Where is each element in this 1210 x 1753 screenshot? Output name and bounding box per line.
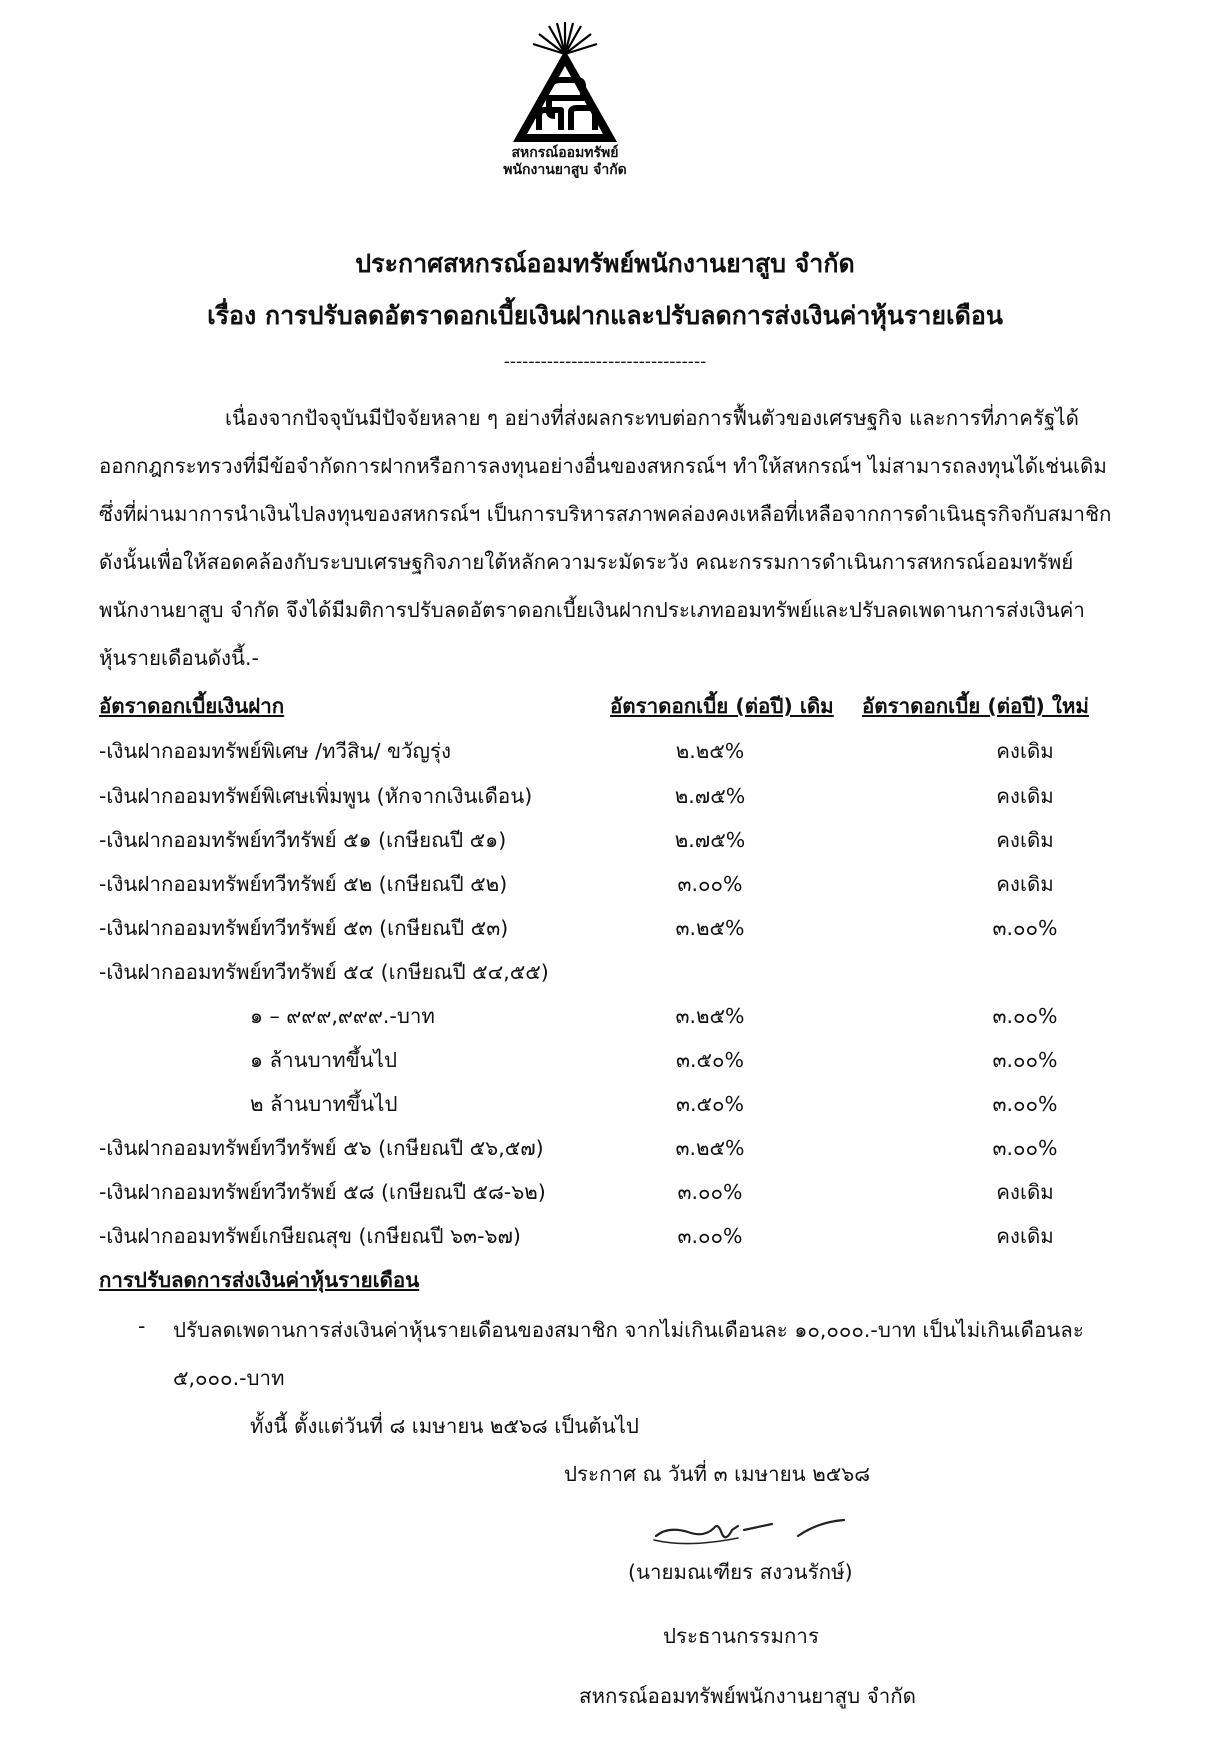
rate-row-label: -เงินฝากออมทรัพย์พิเศษ /ทวีสิน/ ขวัญรุ่ง	[99, 739, 452, 763]
rate-old-value: ๓.๒๕%	[675, 1004, 745, 1028]
intro-line: ดังนั้นเพื่อให้สอดคล้องกับระบบเศรษฐกิจภายใต้หลักความระมัดระวัง คณะกรรมการดำเนินการสหกรณ์ออมทรัพย์	[99, 550, 1074, 574]
rate-row-label: ๒ ล้านบาทขึ้นไป	[250, 1092, 398, 1116]
rate-row-label: -เงินฝากออมทรัพย์เกษียณสุข (เกษียณปี ๖๓-๖๗)	[99, 1224, 521, 1248]
rate-row	[0, 735, 1210, 775]
effective-date: ทั้งนี้ ตั้งแต่วันที่ ๘ เมษายน ๒๕๖๘ เป็นต้นไป	[250, 1414, 639, 1438]
intro-line: ซึ่งที่ผ่านมาการนำเงินไปลงทุนของสหกรณ์ฯ เป็นการบริหารสภาพคล่องคงเหลือที่เหลือจากการดำเนินธุรกิจกับสมาชิก	[99, 502, 1112, 526]
rate-new-value: คงเดิม	[996, 1224, 1054, 1248]
signatory-name: (นายมณเฑียร สงวนรักษ์)	[628, 1560, 853, 1584]
logo-text-line2: พนักงานยาสูบ จำกัด	[503, 162, 627, 178]
rates-heading: อัตราดอกเบี้ยเงินฝาก	[99, 694, 285, 718]
rate-old-value: ๒.๗๕%	[674, 828, 746, 852]
announcement-date: ประกาศ ณ วันที่ ๓ เมษายน ๒๕๖๘	[564, 1462, 871, 1486]
rate-old-value: ๓.๕๐%	[675, 1092, 745, 1116]
rate-new-value: ๓.๐๐%	[992, 1004, 1058, 1028]
shares-text-line1: ปรับลดเพดานการส่งเงินค่าหุ้นรายเดือนของสมาชิก จากไม่เกินเดือนละ ๑๐,๐๐๐.-บาท เป็นไม่เกินเดือนละ	[173, 1318, 1084, 1342]
rate-subrow	[0, 1044, 1210, 1084]
rate-old-value: ๓.๐๐%	[677, 1180, 743, 1204]
logo-text-line1: สหกรณ์ออมทรัพย์	[511, 145, 619, 161]
shares-heading: การปรับลดการส่งเงินค่าหุ้นรายเดือน	[99, 1268, 420, 1292]
rate-row-label: ๑ ล้านบาทขึ้นไป	[250, 1048, 398, 1072]
rate-subrow	[0, 1088, 1210, 1128]
announcement-subject: เรื่อง การปรับลดอัตราดอกเบี้ยเงินฝากและปรับลดการส่งเงินค่าหุ้นรายเดือน	[207, 301, 1003, 330]
rate-new-value: ๓.๐๐%	[992, 916, 1058, 940]
rate-old-value: ๓.๐๐%	[677, 872, 743, 896]
intro-line: หุ้นรายเดือนดังนี้.-	[99, 646, 259, 670]
rates-col-new-header: อัตราดอกเบี้ย (ต่อปี) ใหม่	[862, 694, 1089, 718]
cooperative-logo	[470, 20, 660, 200]
rate-subrow	[0, 1000, 1210, 1040]
rate-row-label: ๑ – ๙๙๙,๙๙๙.-บาท	[250, 1004, 435, 1028]
rate-new-value: คงเดิม	[996, 784, 1054, 808]
rate-new-value: ๓.๐๐%	[992, 1136, 1058, 1160]
shares-bullet: -	[138, 1314, 146, 1338]
rate-row-label: -เงินฝากออมทรัพย์ทวีทรัพย์ ๕๘ (เกษียณปี ๕๘-๖๒)	[99, 1180, 546, 1204]
logo-emblem-icon	[505, 20, 625, 145]
title-separator: ---------------------------------	[503, 352, 707, 372]
announcement-title: ประกาศสหกรณ์ออมทรัพย์พนักงานยาสูบ จำกัด	[355, 249, 855, 278]
rate-new-value: คงเดิม	[996, 828, 1054, 852]
rate-row-label: -เงินฝากออมทรัพย์ทวีทรัพย์ ๕๖ (เกษียณปี ๕๖,๕๗)	[99, 1136, 544, 1160]
rate-row	[0, 1220, 1210, 1260]
rate-row	[0, 1132, 1210, 1172]
rate-old-value: ๓.๒๕%	[675, 1136, 745, 1160]
signatory-organization: สหกรณ์ออมทรัพย์พนักงานยาสูบ จำกัด	[579, 1684, 916, 1708]
rate-row-label: -เงินฝากออมทรัพย์ทวีทรัพย์ ๕๒ (เกษียณปี ๕๒)	[99, 872, 508, 896]
intro-line: พนักงานยาสูบ จำกัด จึงได้มีมติการปรับลดอัตราดอกเบี้ยเงินฝากประเภทออมทรัพย์และปรับลดเพดานการส่งเงินค่า	[99, 598, 1085, 622]
rate-new-value: ๓.๐๐%	[992, 1092, 1058, 1116]
rate-row	[0, 1176, 1210, 1216]
rate-old-value: ๓.๐๐%	[677, 1224, 743, 1248]
signatory-position: ประธานกรรมการ	[663, 1624, 819, 1648]
rate-row	[0, 912, 1210, 952]
rate-row-label: -เงินฝากออมทรัพย์ทวีทรัพย์ ๕๓ (เกษียณปี ๕๓)	[99, 916, 509, 940]
rates-col-old-header: อัตราดอกเบี้ย (ต่อปี) เดิม	[610, 694, 834, 718]
rate-old-value: ๓.๕๐%	[675, 1048, 745, 1072]
rate-new-value: คงเดิม	[996, 1180, 1054, 1204]
rate-row-label: -เงินฝากออมทรัพย์พิเศษเพิ่มพูน (หักจากเงินเดือน)	[99, 784, 533, 808]
rate-row-label: -เงินฝากออมทรัพย์ทวีทรัพย์ ๕๔ (เกษียณปี ๕๔,๕๕)	[99, 960, 549, 984]
rate-row	[0, 868, 1210, 908]
rate-old-value: ๒.๒๕%	[675, 739, 745, 763]
rate-new-value: ๓.๐๐%	[992, 1048, 1058, 1072]
rate-row	[0, 956, 1210, 996]
signature-mark	[648, 1508, 848, 1558]
rate-row	[0, 824, 1210, 864]
intro-line: ออกกฎกระทรวงที่มีข้อจำกัดการฝากหรือการลงทุนอย่างอื่นของสหกรณ์ฯ ทำให้สหกรณ์ฯ ไม่สามารถลงทุนได้เช่นเดิม	[99, 454, 1107, 478]
rate-row-label: -เงินฝากออมทรัพย์ทวีทรัพย์ ๕๑ (เกษียณปี ๕๑)	[99, 828, 507, 852]
shares-text-line2: ๕,๐๐๐.-บาท	[173, 1366, 285, 1390]
rate-new-value: คงเดิม	[996, 739, 1054, 763]
rate-new-value: คงเดิม	[996, 872, 1054, 896]
intro-line: เนื่องจากปัจจุบันมีปัจจัยหลาย ๆ อย่างที่ส่งผลกระทบต่อการฟื้นตัวของเศรษฐกิจ และการที่ภาครัฐได้	[225, 406, 1079, 430]
rate-old-value: ๓.๒๕%	[675, 916, 745, 940]
rate-row	[0, 780, 1210, 820]
rate-old-value: ๒.๗๕%	[674, 784, 746, 808]
